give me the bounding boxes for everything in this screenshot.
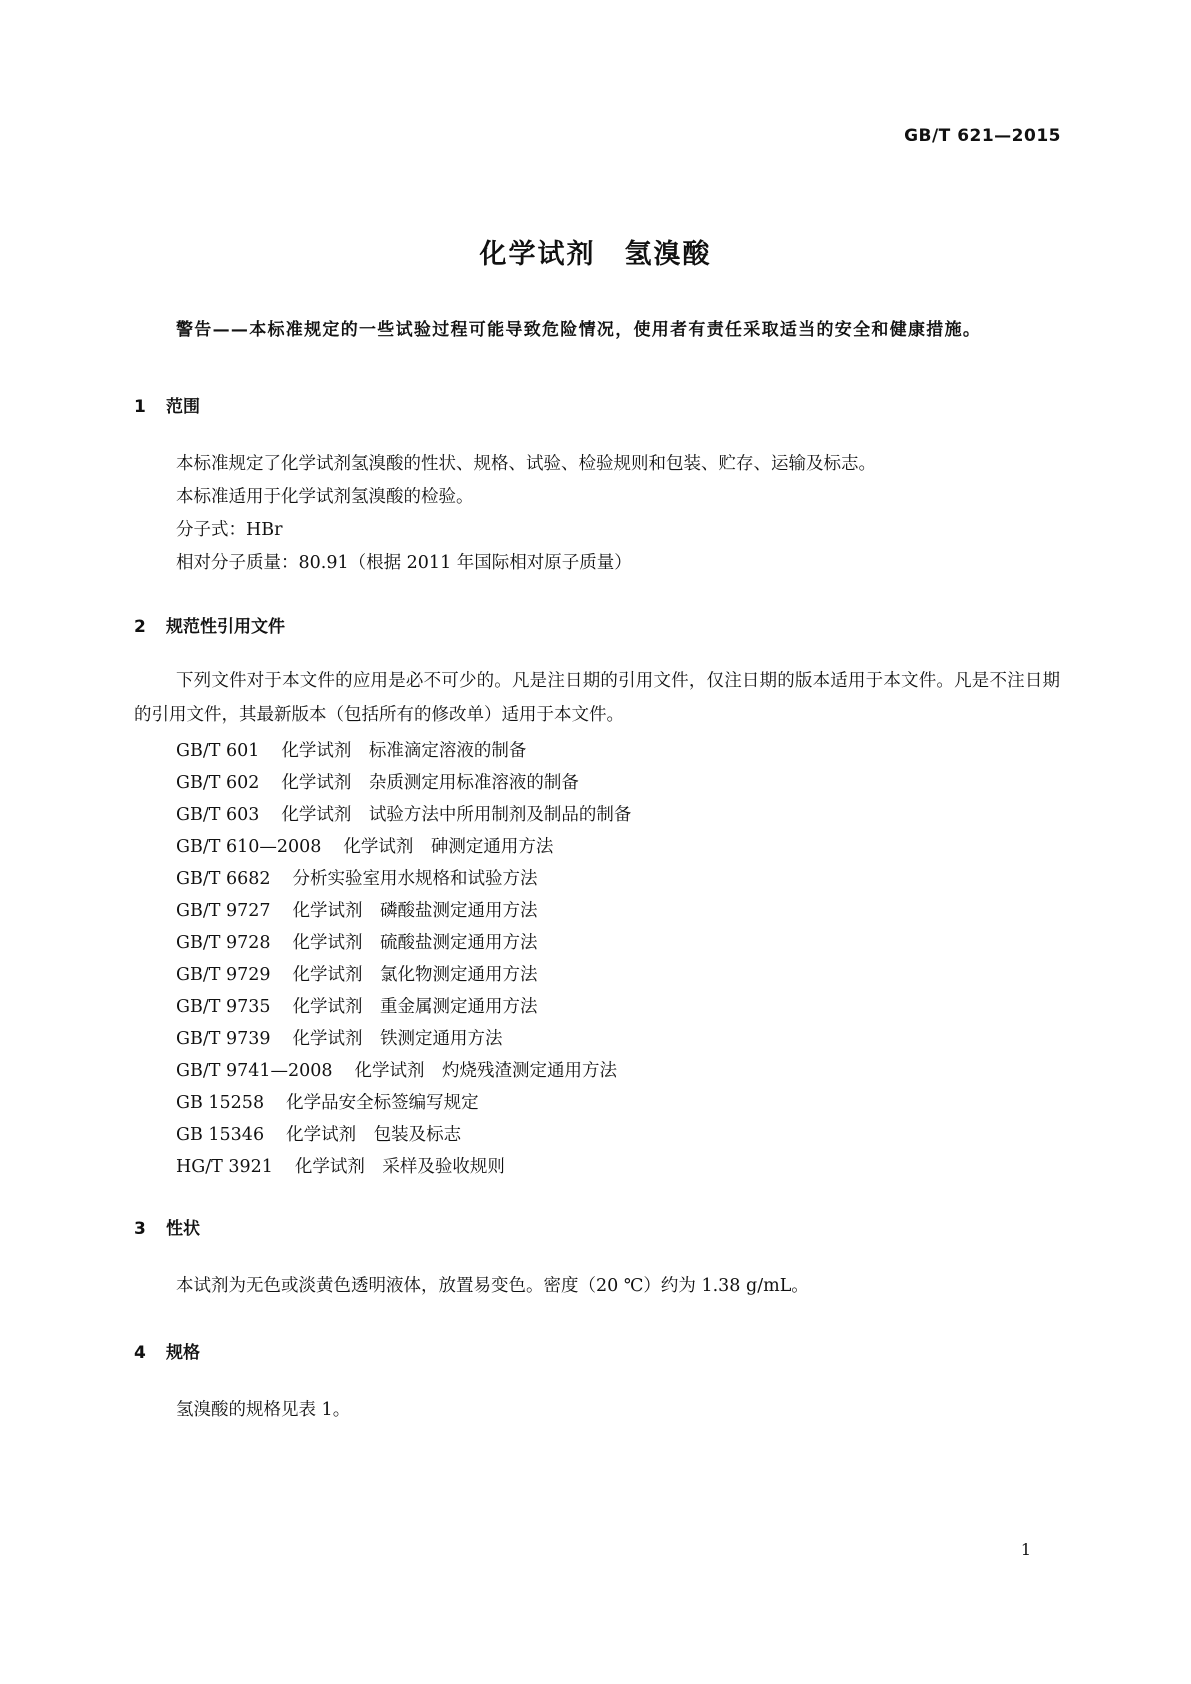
section-title: 规格 bbox=[166, 1343, 200, 1363]
reference-code: GB/T 603 bbox=[176, 805, 260, 825]
reference-code: GB/T 9729 bbox=[176, 965, 271, 985]
reference-code: GB/T 9735 bbox=[176, 997, 271, 1017]
reference-item bbox=[176, 929, 538, 954]
section-number: 4 bbox=[134, 1343, 146, 1363]
section-title: 范围 bbox=[166, 397, 200, 417]
reference-item bbox=[176, 865, 538, 890]
section-heading-references bbox=[134, 612, 285, 637]
section-number: 3 bbox=[134, 1219, 146, 1239]
reference-code: GB/T 602 bbox=[176, 773, 260, 793]
reference-title: 化学试剂 氯化物测定通用方法 bbox=[292, 965, 538, 985]
reference-item bbox=[176, 993, 538, 1018]
reference-item bbox=[176, 1121, 461, 1146]
reference-title: 化学试剂 磷酸盐测定通用方法 bbox=[292, 901, 538, 921]
reference-item bbox=[176, 1089, 479, 1114]
reference-title: 化学试剂 包装及标志 bbox=[286, 1125, 462, 1145]
reference-code: GB/T 9727 bbox=[176, 901, 271, 921]
section-title: 规范性引用文件 bbox=[166, 617, 285, 637]
reference-title: 化学试剂 铁测定通用方法 bbox=[292, 1029, 503, 1049]
reference-code: GB/T 9741—2008 bbox=[176, 1061, 333, 1081]
reference-title: 化学试剂 砷测定通用方法 bbox=[343, 837, 554, 857]
scope-line-2: 本标准适用于化学试剂氢溴酸的检验。 bbox=[176, 487, 474, 507]
reference-code: GB 15346 bbox=[176, 1125, 265, 1145]
standard-code: GB/T 621—2015 bbox=[904, 126, 1061, 146]
reference-item bbox=[176, 737, 526, 762]
reference-code: GB/T 6682 bbox=[176, 869, 271, 889]
reference-title: 化学试剂 标准滴定溶液的制备 bbox=[281, 741, 527, 761]
specification-text: 氢溴酸的规格见表 1。 bbox=[176, 1400, 351, 1420]
section-heading-scope bbox=[134, 392, 200, 417]
reference-code: GB/T 610—2008 bbox=[176, 837, 322, 857]
reference-title: 化学试剂 灼烧残渣测定通用方法 bbox=[354, 1061, 618, 1081]
reference-title: 分析实验室用水规格和试验方法 bbox=[292, 869, 538, 889]
reference-item bbox=[176, 769, 579, 794]
reference-title: 化学品安全标签编写规定 bbox=[286, 1093, 479, 1113]
reference-item bbox=[176, 1025, 503, 1050]
section-heading-properties bbox=[134, 1214, 200, 1239]
reference-item bbox=[176, 801, 631, 826]
reference-title: 化学试剂 重金属测定通用方法 bbox=[292, 997, 538, 1017]
reference-title: 化学试剂 采样及验收规则 bbox=[294, 1157, 505, 1177]
reference-item bbox=[176, 1153, 505, 1178]
reference-code: GB/T 601 bbox=[176, 741, 260, 761]
references-intro: 下列文件对于本文件的应用是必不可少的。凡是注日期的引用文件，仅注日期的版本适用于本文件。凡是不注日期的引用文件，其最新版本（包括所有的修改单）适用于本文件。 bbox=[134, 671, 1060, 725]
scope-line-1: 本标准规定了化学试剂氢溴酸的性状、规格、试验、检验规则和包装、贮存、运输及标志。 bbox=[176, 454, 876, 474]
reference-item bbox=[176, 897, 538, 922]
molecular-formula: 分子式：HBr bbox=[176, 520, 283, 540]
section-number: 1 bbox=[134, 397, 146, 417]
reference-item bbox=[176, 1057, 617, 1082]
reference-title: 化学试剂 试验方法中所用制剂及制品的制备 bbox=[281, 805, 632, 825]
warning-notice: 警告——本标准规定的一些试验过程可能导致危险情况，使用者有责任采取适当的安全和健康措施。 bbox=[176, 320, 982, 340]
reference-code: HG/T 3921 bbox=[176, 1157, 273, 1177]
section-number: 2 bbox=[134, 617, 146, 637]
reference-code: GB/T 9739 bbox=[176, 1029, 271, 1049]
molecular-mass: 相对分子质量：80.91（根据 2011 年国际相对原子质量） bbox=[176, 553, 632, 573]
properties-text: 本试剂为无色或淡黄色透明液体，放置易变色。密度（20 ℃）约为 1.38 g/mL。 bbox=[176, 1276, 809, 1296]
reference-code: GB 15258 bbox=[176, 1093, 265, 1113]
section-heading-specification bbox=[134, 1338, 200, 1363]
reference-title: 化学试剂 硫酸盐测定通用方法 bbox=[292, 933, 538, 953]
reference-title: 化学试剂 杂质测定用标准溶液的制备 bbox=[281, 773, 579, 793]
section-title: 性状 bbox=[166, 1219, 200, 1239]
reference-item bbox=[176, 833, 553, 858]
page-number: 1 bbox=[1020, 1540, 1031, 1559]
page-title: 化学试剂 氢溴酸 bbox=[479, 239, 712, 270]
reference-item bbox=[176, 961, 538, 986]
reference-code: GB/T 9728 bbox=[176, 933, 271, 953]
